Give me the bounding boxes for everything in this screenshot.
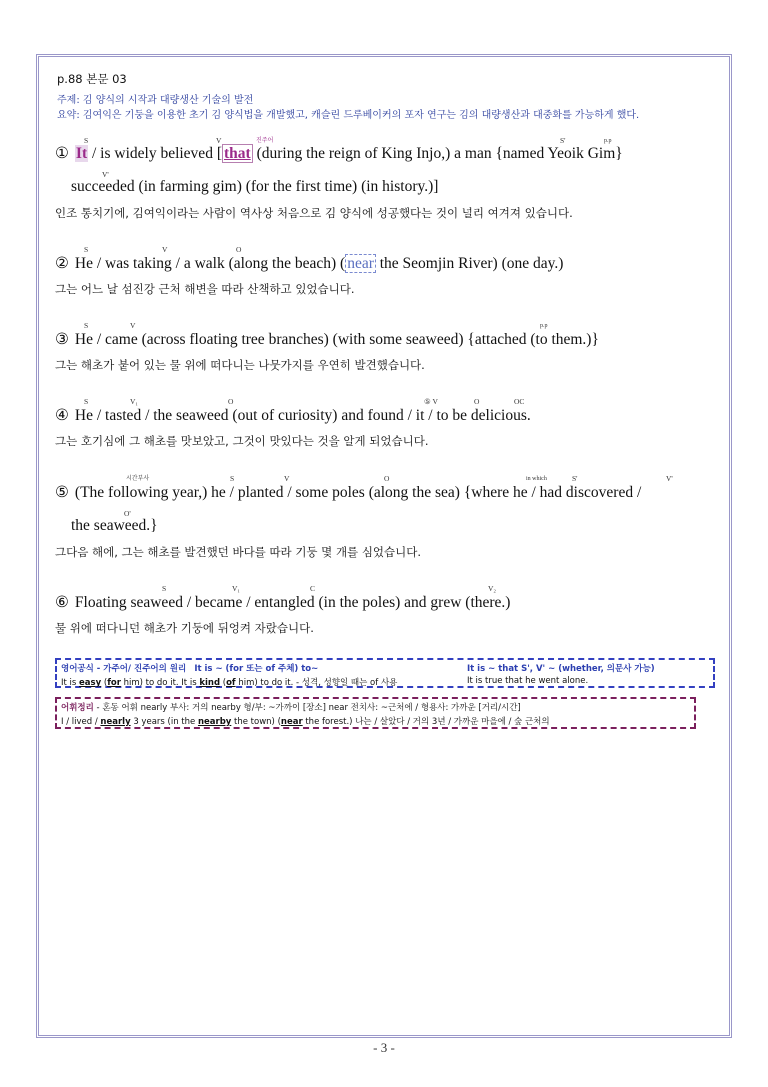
sentence-6 <box>55 593 510 612</box>
keyword-nearby: nearby <box>197 717 232 727</box>
annotation-oc: OC <box>514 397 525 406</box>
vocab-example <box>61 715 550 727</box>
formula-example-2: It is true that he went alone. <box>467 676 589 686</box>
keyword-of: of <box>226 678 236 688</box>
keyword-near: near <box>347 255 374 272</box>
annotation-o: O <box>236 245 242 254</box>
keyword-for: for <box>107 678 121 688</box>
sentence-1 <box>55 144 623 163</box>
keyword-kind: kind <box>199 678 221 688</box>
annotation-pp: p.p <box>540 323 548 329</box>
example-text: 3 years (in the <box>130 717 198 727</box>
annotation-in-which: in which <box>526 476 547 482</box>
vocab-definitions: - 혼동 어휘 nearly 부사: 거의 nearby 형/부: ~가까이 [장소] near 전치사: ~근처에 / 형용사: 가까운 [거리/시간] <box>93 703 521 713</box>
annotation-s: S <box>230 474 235 483</box>
example-text: It is <box>61 678 80 688</box>
annotation-v5: ⑤ V <box>424 397 438 406</box>
example-text: him) to do it. - 성격, 성향일 때는 of 사용 <box>235 678 398 688</box>
annotation-o: O <box>384 474 390 483</box>
sentence-number: ② <box>55 255 69 272</box>
sentence-5-line2: the seaweed.} <box>71 517 158 534</box>
sentence-4 <box>55 406 531 425</box>
korean-translation-6: 물 위에 떠다니던 해초가 기둥에 뒤엉켜 자랐습니다. <box>55 621 314 635</box>
annotation-v: V <box>284 474 290 483</box>
example-text: the forest.) 나는 / 살았다 / 거의 3년 / 가까운 마을에 / 숲 근처의 <box>302 717 550 727</box>
annotation-pp: p.p <box>604 138 612 144</box>
formula-title-line <box>61 662 318 674</box>
sentence-text: He / tasted / the seaweed (out of curiosity) and found / it / to be delicious. <box>74 407 531 424</box>
annotation-v2: V' <box>666 474 673 483</box>
formula-2: It is ~ that S', V' ~ (whether, 의문사 가능) <box>467 664 655 674</box>
korean-translation-1: 인조 통치기에, 김여익이라는 사람이 역사상 처음으로 김 양식에 성공했다는 것이 널리 여겨져 있습니다. <box>55 206 573 220</box>
sentence-number: ⑥ <box>55 594 69 611</box>
keyword-nearly: nearly <box>100 717 131 727</box>
sentence-text: He / came (across floating tree branches) (with some seaweed) {attached (to them.)} <box>74 331 599 348</box>
sentence-number: ④ <box>55 407 69 424</box>
annotation-s2: S' <box>572 474 578 483</box>
korean-translation-2: 그는 어느 날 섬진강 근처 해변을 따라 산책하고 있었습니다. <box>55 282 355 296</box>
keyword-near: near <box>280 717 303 727</box>
annotation-v: V <box>130 321 136 330</box>
sentence-text: the Seomjin River) (one day.) <box>375 255 564 272</box>
example-text: the town) ( <box>231 717 281 727</box>
annotation-v2: V' <box>102 170 109 179</box>
annotation-real-subject: 진주어 <box>256 138 274 144</box>
annotation-o: O <box>228 397 234 406</box>
annotation-s: S <box>84 245 89 254</box>
sentence-text: (The following year,) he / planted / some poles (along the sea) {where he / had discovered / <box>74 484 642 501</box>
annotation-s: S <box>84 136 89 145</box>
sentence-text: Floating seaweed / became / entangled (in the poles) and grew (there.) <box>74 594 511 611</box>
sentence-text: / is widely believed [ <box>88 145 222 162</box>
example-text: ( <box>220 678 227 688</box>
formula-title: 영어공식 - 가주어/ 진주어의 원리 <box>61 664 187 674</box>
annotation-s: S <box>162 584 167 593</box>
korean-translation-5: 그다음 해에, 그는 해초를 발견했던 바다를 따라 기둥 몇 개를 심었습니다. <box>55 545 422 559</box>
grammar-formula-box <box>55 658 715 688</box>
annotation-v: V <box>216 136 222 145</box>
formula-1: It is ~ (for 또는 of 주체) to~ <box>194 664 319 674</box>
annotation-v2: V₂ <box>488 584 497 593</box>
formula-example <box>61 676 397 688</box>
example-text: I / lived / <box>61 717 101 727</box>
annotation-s: S <box>84 321 89 330</box>
vocab-title: 어휘정리 <box>61 703 94 713</box>
page-reference: p.88 본문 03 <box>57 72 127 86</box>
annotation-v1: V₁ <box>130 397 139 406</box>
sentence-1-line2: succeeded (in farming gim) (for the first time) (in history.)] <box>71 178 439 195</box>
sentence-number: ⑤ <box>55 484 69 501</box>
vocab-title-line <box>61 701 521 713</box>
summary-line: 요약: 김여익은 기둥을 이용한 초기 김 양식법을 개발했고, 캐슬린 드루베이커의 포자 연구는 김의 대량생산과 대중화를 가능하게 했다. <box>57 110 640 121</box>
annotation-o2: O <box>474 397 480 406</box>
korean-translation-4: 그는 호기심에 그 해초를 맛보았고, 그것이 맛있다는 것을 알게 되었습니다. <box>55 434 429 448</box>
annotation-time-adverb: 시간부사 <box>126 476 150 482</box>
sentence-number: ③ <box>55 331 69 348</box>
sentence-2 <box>55 254 563 273</box>
annotation-s: S <box>84 397 89 406</box>
real-subject-that: that <box>223 145 251 162</box>
page-number: - 3 - <box>373 1040 395 1055</box>
example-text: him) to do it. It is <box>120 678 200 688</box>
annotation-v: V <box>162 245 168 254</box>
vocabulary-box <box>55 697 696 729</box>
example-text: ( <box>101 678 108 688</box>
annotation-v1: V₁ <box>232 584 241 593</box>
topic-line: 주제: 김 양식의 시작과 대량생산 기술의 발전 <box>57 95 254 106</box>
annotation-o2: O' <box>124 509 131 518</box>
annotation-c: C <box>310 584 316 593</box>
keyword-easy: easy <box>79 678 102 688</box>
sentence-number: ① <box>55 145 69 162</box>
sentence-text: He / was taking / a walk (along the beach) ( <box>74 255 346 272</box>
annotation-s2: S' <box>560 136 566 145</box>
sentence-5 <box>55 483 641 502</box>
sentence-3 <box>55 330 599 349</box>
korean-translation-3: 그는 해초가 붙어 있는 물 위에 떠다니는 나뭇가지를 우연히 발견했습니다. <box>55 358 425 372</box>
sentence-text: (during the reign of King Injo,) a man {named Yeoik Gim} <box>252 145 623 162</box>
dummy-subject-it: It <box>75 145 88 162</box>
